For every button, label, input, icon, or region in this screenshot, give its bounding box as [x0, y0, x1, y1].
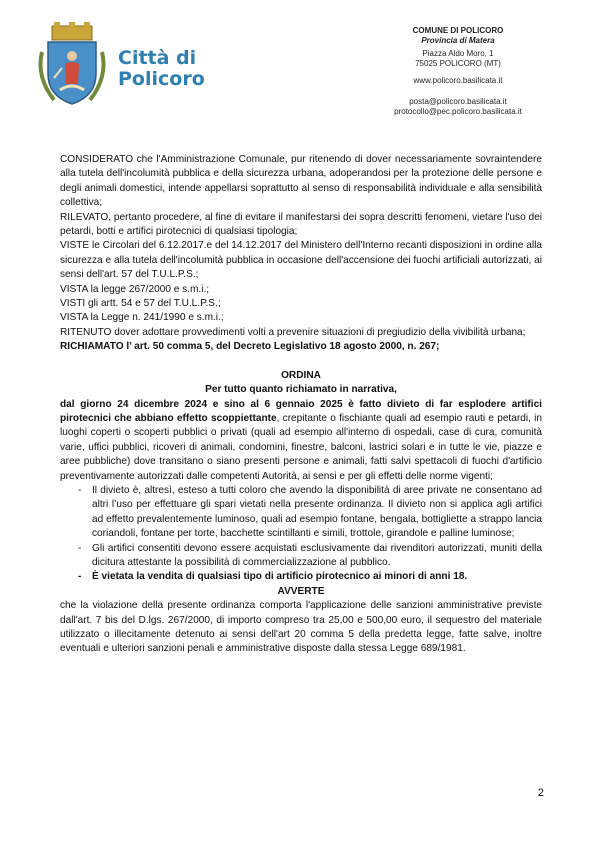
ordina-heading: ORDINA	[281, 369, 321, 381]
contact-block	[358, 26, 558, 117]
page-number: 2	[537, 787, 544, 799]
rule-text: Il divieto è, altresì, esteso a tutti coloro che avendo la disponibilità di aree private ne consentano ad altri l’uso per effettuare gli spari vietati nella presente ordinanza. Il divieto non si applica agli artifici ad effetto prevalentemente luminoso, quali ad esempio fontane, bengala, bottigliette a strappo lancia coriandoli, fontane per torte, bacchette scintillanti e simili, trottole, girandole e palline luminose;	[92, 484, 542, 540]
address-line1: Piazza Aldo Moro, 1	[422, 49, 494, 58]
address-line2: 75025 POLICORO (MT)	[415, 59, 501, 68]
avverte-heading: AVVERTE	[277, 585, 325, 597]
list-item	[60, 542, 542, 571]
divieto-bold: dal giorno 24 dicembre 2024 e sino al 6 gennaio 2025 è fatto divieto di far esplodere artifici pirotecnici che abbiano effetto scoppiettante	[60, 398, 542, 424]
province: Provincia di Matera	[421, 36, 495, 45]
divieto-rest: , crepitante o fischiante quali ad esempio rauti e petardi, in luoghi coperti o scoperti pubblici o privati (quali ad esempio all'interno di ospedali, case di cura, comunità varie, uffici pubblici, ricoveri di animali, condomini, finestre, balconi, lastrici solari e in tutte le vie, piazze e aree pubbliche) dove transitano o siano presenti persone e animali, fatti salvi spettacoli di fuochi d'artificio preventivamente autorizzati dalle competenti Autorità, ai sensi e per gli effetti delle norme vigenti;	[60, 412, 542, 482]
visti-paragraph: VISTI gli artt. 54 e 57 del T.U.L.P.S.;	[60, 298, 221, 310]
logo-text-line1: Città di	[118, 47, 197, 69]
vista-legge-paragraph: VISTA la legge 267/2000 e s.m.i.;	[60, 283, 210, 295]
divieto-paragraph	[60, 398, 542, 484]
rilevato-paragraph: RILEVATO, pertanto procedere, al fine di evitare il manifestarsi dei sopra descritti fenomeni, vietare l'uso dei petardi, botti e artifici pirotecnici di qualsiasi tipologia;	[60, 211, 542, 238]
list-dash: -	[78, 542, 82, 554]
vista-241-paragraph: VISTA la Legge n. 241/1990 e s.m.i.;	[60, 312, 224, 324]
richiamato-paragraph: RICHIAMATO l’ art. 50 comma 5, del Decreto Legislativo 18 agosto 2000, n. 267;	[60, 341, 440, 353]
avverte-paragraph: che la violazione della presente ordinanza comporta l'applicazione delle sanzioni amministrative previste dall'art. 7 bis del D.lgs. 267/2000, di importo compreso tra 25,00 e 500,00 euro, il sequestro del materiale utilizzato o illecitamente detenuto ai sensi dell'art 20 comma 5 della predetta legge, fatte salve, inoltre eventuali e ulteriori sanzioni penali e amministrative disposte dalla stessa Legge 689/1981.	[60, 600, 542, 655]
city-logo-text	[118, 48, 205, 90]
rule-text: È vietata la vendita di qualsiasi tipo di artificio pirotecnico ai minori di anni 18.	[92, 571, 468, 583]
ordinance-body	[60, 153, 542, 657]
list-item	[60, 484, 542, 542]
city-crest-logo	[32, 22, 112, 108]
rule-text: Gli artifici consentiti devono essere acquistati esclusivamente dai rivenditori autorizzati, muniti della dicitura attestante la possibilità di commercializzazione al pubblico.	[92, 542, 542, 568]
org-name: COMUNE DI POLICORO	[412, 26, 504, 35]
list-dash: -	[78, 571, 82, 583]
ritenuto-paragraph: RITENUTO dover adottare provvedimenti volti a prevenire situazioni di pregiudizio della vivibilità urbana;	[60, 326, 526, 338]
pec-link[interactable]: protocollo@pec.policoro.basilicata.it	[394, 107, 522, 116]
considerato-paragraph: CONSIDERATO che l'Amministrazione Comunale, pur ritenendo di dover necessariamente sovraintendere alla tutela dell'incolumità pubblica e della sicurezza urbana, adoperandosi per la protezione delle persone e degli animali domestici, intende appellarsi soprattutto al senso di responsabilità individuale e alla sensibilità collettiva;	[60, 154, 542, 209]
email-link[interactable]: posta@policoro.basilicata.it	[409, 97, 507, 106]
list-dash: -	[78, 484, 82, 496]
ordina-subheading: Per tutto quanto richiamato in narrativa,	[205, 384, 397, 396]
ordinance-rules-list	[60, 484, 542, 585]
website-link[interactable]: www.policoro.basilicata.it	[413, 76, 503, 85]
viste-paragraph: VISTE le Circolari del 6.12.2017.e del 14.12.2017 del Ministero dell'Interno recanti disposizioni in ordine alla sicurezza e alla tutela dell'incolumità pubblica in occasione dell'accensione dei fuochi artificiali autorizzati, ai sensi dell'art. 57 del T.U.L.P.S.;	[60, 240, 542, 281]
logo-text-line2: Policoro	[118, 68, 205, 90]
list-item	[60, 570, 542, 584]
